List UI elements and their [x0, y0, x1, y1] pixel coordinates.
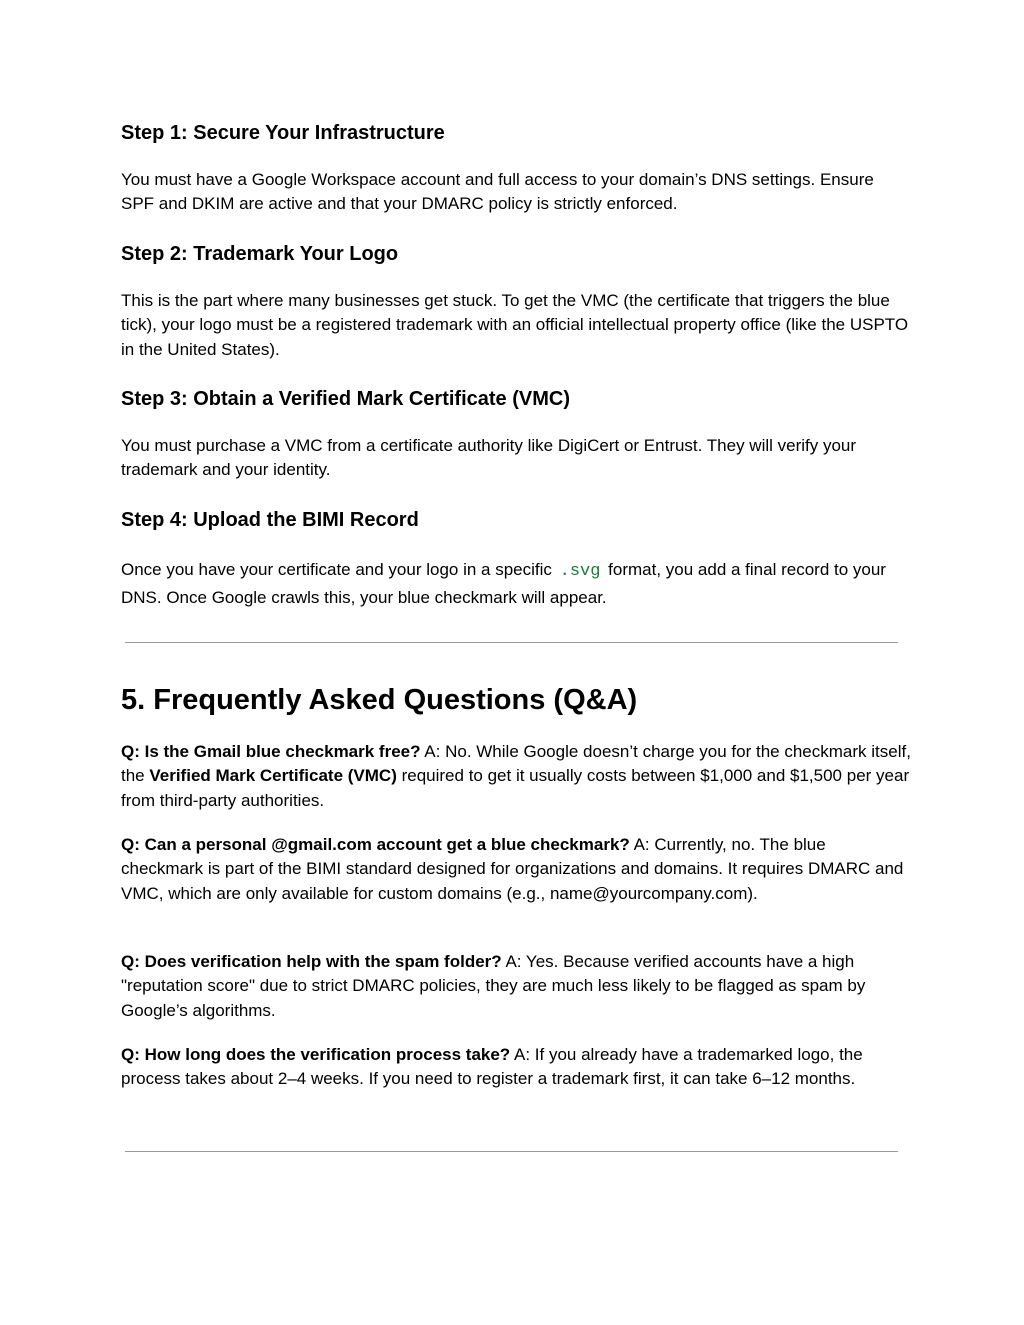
svg-code-snippet: .svg — [559, 562, 601, 581]
faq-heading: 5. Frequently Asked Questions (Q&A) — [121, 684, 638, 716]
step-4-body-end: format, you add a final record to your DNS. Once Google crawls this, your blue checkmark will appear. — [121, 560, 886, 607]
faq-item — [121, 833, 911, 906]
step-3-heading: Step 3: Obtain a Verified Mark Certificate (VMC) — [121, 388, 570, 410]
step-1-body: You must have a Google Workspace account and full access to your domain’s DNS settings. Ensure SPF and DKIM are active and that your DMARC policy is strictly enforced. — [121, 170, 874, 214]
step-2-heading: Step 2: Trademark Your Logo — [121, 243, 399, 265]
faq-question: Q: Can a personal @gmail.com account get a blue checkmark? — [121, 835, 630, 854]
faq-answer-part: required to get it usually costs between $1,000 and $1,500 per year from third-party authorities. — [121, 766, 910, 810]
faq-item — [121, 950, 911, 1023]
faq-question: Q: How long does the verification process take? — [121, 1045, 511, 1064]
step-4-body-start: Once you have your certificate and your logo in a specific — [121, 560, 557, 579]
step-4-heading: Step 4: Upload the BIMI Record — [121, 509, 419, 531]
faq-question: Q: Is the Gmail blue checkmark free? — [121, 742, 421, 761]
step-4-body — [121, 557, 911, 610]
faq-answer: A: Currently, no. The blue checkmark is part of the BIMI standard designed for organizations and domains. It requires DMARC and VMC, which are only available for custom domains (e.g., name@yourcompany.com). — [121, 835, 904, 903]
faq-question: Q: Does verification help with the spam folder? — [121, 952, 502, 971]
faq-answer-part: A: No. While Google doesn’t charge you for the checkmark itself, the — [121, 742, 911, 786]
faq-answer: A: If you already have a trademarked logo, the process takes about 2–4 weeks. If you need to register a trademark first, it can take 6–12 months. — [121, 1045, 863, 1089]
faq-answer-emphasis: Verified Mark Certificate (VMC) — [149, 766, 397, 786]
faq-item — [121, 1043, 911, 1092]
faq-item — [121, 740, 911, 813]
faq-answer: A: Yes. Because verified accounts have a high "reputation score" due to strict DMARC policies, they are much less likely to be flagged as spam by Google’s algorithms. — [121, 952, 866, 1020]
step-1-heading: Step 1: Secure Your Infrastructure — [121, 122, 445, 144]
step-2-body: This is the part where many businesses get stuck. To get the VMC (the certificate that triggers the blue tick), your logo must be a registered trademark with an official intellectual property office (like the USPTO in the United States). — [121, 291, 909, 359]
step-3-body: You must purchase a VMC from a certificate authority like DigiCert or Entrust. They will verify your trademark and your identity. — [121, 436, 857, 480]
horizontal-divider — [125, 642, 898, 643]
horizontal-divider — [125, 1151, 898, 1152]
